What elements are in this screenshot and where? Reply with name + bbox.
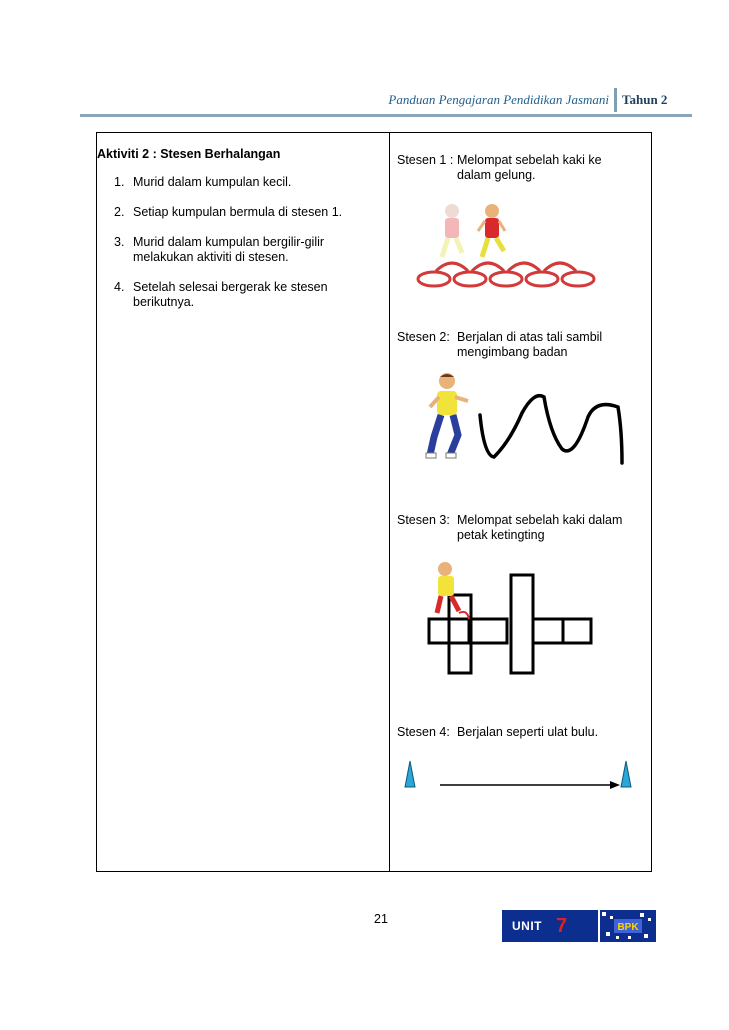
station-2-text: Berjalan di atas tali sambil mengimbang badan [457,330,603,359]
step-number: 1. [114,175,125,189]
station-1-text: Melompat sebelah kaki ke dalam gelung. [457,153,602,182]
activity-title: Aktiviti 2 : Stesen Berhalangan [97,147,281,161]
list-item [97,235,387,265]
activity-steps [97,175,387,310]
hopscotch-illustration [425,561,600,677]
header-separator [614,88,617,112]
step-text: Murid dalam kumpulan kecil. [133,175,292,189]
station-4-text: Berjalan seperti ulat bulu. [457,725,599,739]
step-number: 4. [114,280,125,294]
station-4 [397,725,647,743]
header-book-title: Panduan Pengajaran Pendidikan Jasmani [388,92,609,107]
step-text: Setiap kumpulan bermula di stesen 1. [133,205,343,219]
station-1-label: Stesen 1 : [397,153,454,167]
column-divider [389,133,390,871]
station-3-text: Melompat sebelah kaki dalam petak ketingting [457,513,623,542]
page-header [0,88,729,118]
step-number: 2. [114,205,125,219]
start-cone-icon [405,761,415,787]
step-text: Setelah selesai bergerak ke stesen berikutnya. [133,280,328,309]
unit-badge [502,910,598,942]
activity-column [97,147,387,325]
list-item [97,280,387,310]
step-text: Murid dalam kumpulan bergilir-gilir melakukan aktiviti di stesen. [133,235,325,264]
hoop-jump-illustration [412,201,597,293]
activity-table [96,132,652,872]
list-item [97,175,387,190]
header-year: Tahun 2 [622,92,668,107]
end-cone-icon [621,761,631,787]
unit-label: UNIT [512,919,542,933]
station-2 [397,330,647,362]
bpk-logo [600,910,656,942]
step-number: 3. [114,235,125,249]
station-2-label: Stesen 2: [397,330,450,344]
list-item [97,205,387,220]
rope-balance-illustration [422,371,632,471]
page-number: 21 [374,912,388,926]
arrow-head-icon [610,781,620,789]
unit-number: 7 [556,914,568,937]
bpk-logo-text: BPK [617,922,639,933]
station-4-label: Stesen 4: [397,725,450,739]
header-rule [80,114,692,117]
caterpillar-walk-illustration [402,757,634,793]
station-1 [397,153,647,185]
station-3-label: Stesen 3: [397,513,450,527]
station-3 [397,513,647,545]
